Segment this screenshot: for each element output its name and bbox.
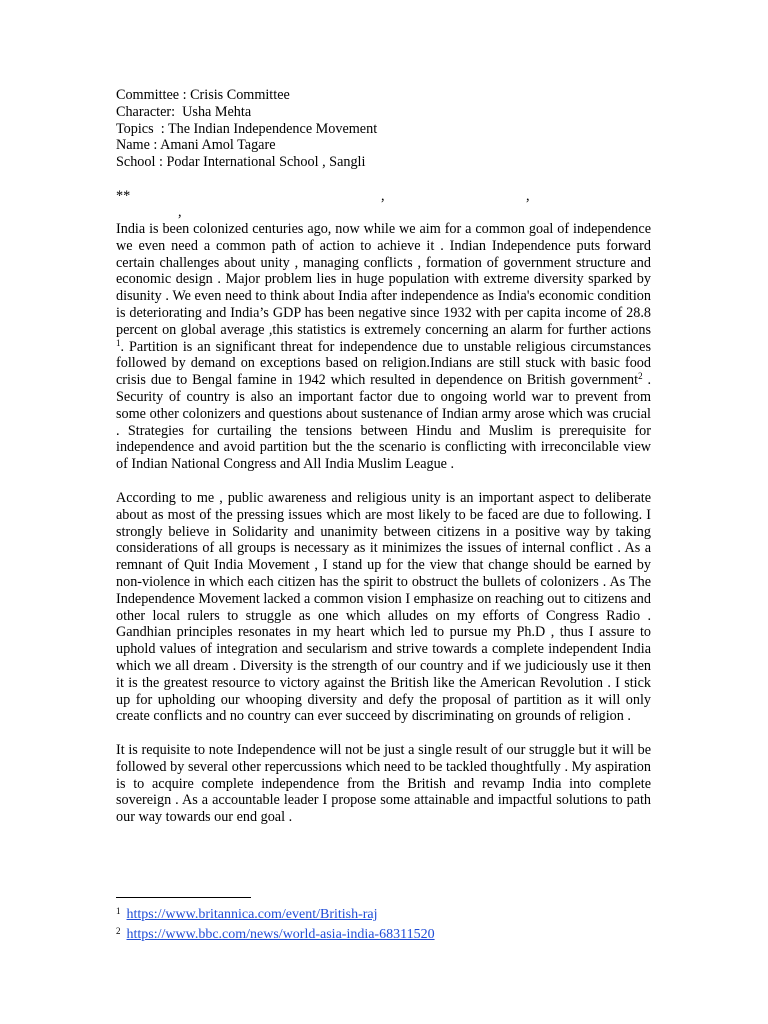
footnote-2-link[interactable]: https://www.bbc.com/news/world-asia-india-68311520	[126, 927, 435, 942]
committee-line: Committee : Crisis Committee	[116, 87, 290, 103]
school-line: School : Podar International School , Sangli	[116, 154, 366, 171]
paragraph-1-part-a: India is been colonized centuries ago, now while we aim for a common goal of independence we even need a common path of action to achieve it . Indian Independence puts forward certain challenges about unity , managing conflicts , formation of government structure and economic design . Major problem lies in huge population with extreme diversity sparked by disunity . We even need to think about India after independence as India's economic condition is deteriorating and India’s GDP has been negative since 1932 with per capita income of 28.8 percent on global average ,this statistics is extremely concerning an alarm for further actions	[116, 220, 651, 338]
header-block	[116, 87, 651, 171]
heading-comma-1: ,	[381, 187, 385, 204]
topics-line: Topics : The Indian Independence Movement	[116, 120, 378, 137]
footnotes-block	[116, 903, 435, 943]
footnote-2	[116, 923, 435, 943]
paragraph-2: According to me , public awareness and religious unity is an important aspect to deliberate about as most of the pressing issues which are most likely to be faced are due to following. I strongly believe in Solidarity and unanimity between citizens in a positive way by taking considerations of all groups is necessary as it minimizes the issues of internal conflict . As a remnant of Quit India Movement , I stand up for the view that change should be earned by non-violence in which each citizen has the spirit to obstruct the bullets of colonizers . As The Independence Movement lacked a common vision I emphasize on reaching out to citizens and other local rulers to struggle as one which alludes on my efforts of Congress Radio . Gandhian principles resonates in my heart which led to pursue my Ph.D , thus I assure to uphold values of integration and secularism and strive towards a complete independent India which we all dream . Diversity is the strength of our country and if we judiciously use it then it is the greatest resource to victory against the British like the American Revolution . I stick up for upholding our whooping diversity and defy the proposal of partition as it will only create conflicts and no country can ever succeed by discriminating on grounds of religion .	[116, 489, 651, 725]
footnote-1	[116, 903, 435, 923]
heading-comma-2: ,	[526, 187, 530, 204]
section-heading	[116, 188, 651, 221]
footnote-separator	[116, 897, 251, 898]
footnote-ref-1[interactable]: 1	[116, 337, 121, 348]
footnote-ref-2[interactable]: 2	[638, 371, 643, 382]
document-page	[116, 87, 651, 826]
paragraph-3: It is requisite to note Independence will not be just a single result of our struggle but it will be followed by several other repercussions which need to be tackled thoughtfully . My aspiration is to acquire complete independence from the British and revamp India into complete sovereign . As a accountable leader I propose some attainable and impactful solutions to path our way towards our end goal .	[116, 742, 651, 826]
paragraph-1-part-c: . Security of country is also an important factor due to ongoing world war to prevent from some other colonizers and questions about sustenance of Indian army arose which was crucial . Strategies for curtailing the tensions between Hindu and Muslim is prerequisite for independence and avoid partition but the the scenario is conflicting with irreconcilable view of Indian National Congress and All India Muslim League .	[116, 372, 652, 473]
character-line: Character: Usha Mehta	[116, 103, 252, 120]
paragraph-1	[116, 221, 651, 473]
paragraph-1-part-b: . Partition is an significant threat for independence due to unstable religious circumstances followed by demand on exceptions based on religion.Indians are still stuck with basic food crisis due to Bengal famine in 1942 which resulted in dependence on British government	[116, 338, 651, 389]
name-line: Name : Amani Amol Tagare	[116, 137, 276, 154]
heading-comma-3: ,	[178, 203, 182, 220]
footnote-2-number: 2	[116, 926, 121, 936]
footnote-1-number: 1	[116, 906, 121, 916]
footnote-1-link[interactable]: https://www.britannica.com/event/British-raj	[126, 907, 378, 922]
heading-stars: **	[116, 187, 131, 204]
